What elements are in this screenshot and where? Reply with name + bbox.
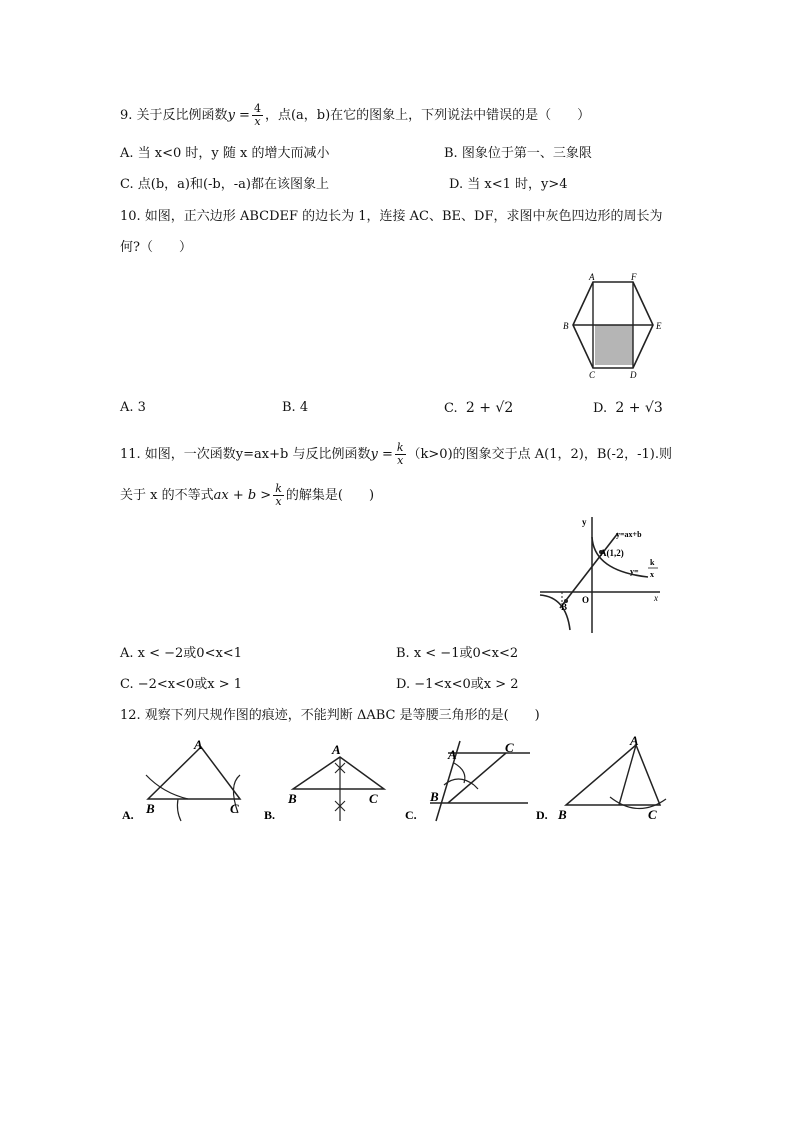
figure-b <box>264 742 384 822</box>
label-o: O <box>582 595 590 605</box>
label-line: y=ax+b <box>616 530 642 539</box>
fd-label-b: B <box>558 807 567 822</box>
q9-option-b: B. 图象位于第一、三象限 <box>444 146 592 161</box>
label-b: B <box>563 321 569 331</box>
triangle-d <box>566 745 660 805</box>
label-x: x <box>654 593 658 603</box>
q10-option-b: B. 4 <box>282 400 309 415</box>
q9-option-c: C. 点(b，a)和(-b，-a)都在该图象上 <box>120 177 329 192</box>
figure-c <box>405 740 530 822</box>
label-curve-k: k <box>650 558 655 567</box>
label-a12: A(1,2) <box>600 548 624 558</box>
label-y: y <box>582 517 587 527</box>
line-c-bc <box>448 753 506 803</box>
label-a: A <box>589 272 595 282</box>
q11-graph-figure <box>532 515 664 635</box>
q10-option-c: C. 2 + √2 <box>444 400 514 416</box>
arc-a3 <box>177 799 181 821</box>
q11-option-d: D. −1<x<0或x > 2 <box>396 677 519 692</box>
q10-hexagon-figure <box>556 272 670 380</box>
caption-b: B. <box>264 808 276 822</box>
label-e: E <box>656 321 662 331</box>
fc-label-a: A <box>448 747 457 762</box>
fa-label-a: A <box>194 737 203 752</box>
caption-c: C. <box>405 808 417 822</box>
q11-stem-line1: 11. 如图，一次函数y=ax+b 与反比例函数y = $\frac{k}{x}$ （k>0)的图象交于点 A(1，2)，B(-2，-1).则 <box>120 441 673 467</box>
label-f: F <box>631 272 637 282</box>
caption-a: A. <box>122 808 134 822</box>
q11-option-c: C. −2<x<0或x > 1 <box>120 677 243 692</box>
q9-option-a: A. 当 x<0 时，y 随 x 的增大而减小 <box>120 146 330 161</box>
caption-d: D. <box>536 808 548 822</box>
triangle-a <box>148 747 240 799</box>
label-curve-x: x <box>650 570 654 579</box>
fb-label-b: B <box>288 791 297 806</box>
fb-label-c: C <box>369 791 378 806</box>
q12-figures <box>118 735 678 827</box>
q11-ineq-fraction: $\frac{k}{x}$ <box>275 482 282 508</box>
figure-a <box>122 737 240 822</box>
q11-stem-line2: 关于 x 的不等式ax + b > $\frac{k}{x}$ 的解集是( ) <box>120 482 375 508</box>
fc-label-b: B <box>430 789 439 804</box>
q10-stem-line2: 何?（ ） <box>120 240 192 255</box>
mark-c <box>474 785 478 789</box>
q9-fraction: $\frac{4}{x}$ <box>253 102 261 128</box>
fa-label-c: C <box>230 801 239 816</box>
q10-option-a: A. 3 <box>120 400 146 415</box>
q11-option-b: B. x < −1或0<x<2 <box>396 646 519 661</box>
label-curve: y= <box>630 567 639 576</box>
fc-label-c: C <box>505 740 514 755</box>
q9-stem: 9. 关于反比例函数y = $\frac{4}{x}$ ，点(a，b)在它的图象上，下列说法中错误的是（ ） <box>120 102 591 128</box>
triangle-b <box>293 757 384 789</box>
gray-quadrilateral <box>595 325 633 365</box>
fb-label-a: A <box>332 742 341 757</box>
q10-option-d: D. 2 + √3 <box>593 400 663 416</box>
fa-label-b: B <box>146 801 155 816</box>
fd-label-a: A <box>630 735 639 748</box>
label-d: D <box>630 370 637 380</box>
q12-stem: 12. 观察下列尺规作图的痕迹，不能判断 ΔABC 是等腰三角形的是( ) <box>120 708 540 723</box>
label-b: B <box>561 602 568 612</box>
segment-d-inner <box>619 745 636 805</box>
label-c: C <box>589 370 596 380</box>
q10-stem-line1: 10. 如图，正六边形 ABCDEF 的边长为 1，连接 AC、BE、DF，求图中灰色四边形的周长为 <box>120 209 663 224</box>
q11-fraction: $\frac{k}{x}$ <box>396 441 404 467</box>
q9-option-d: D. 当 x<1 时，y>4 <box>449 177 568 192</box>
fd-label-c: C <box>648 807 657 822</box>
figure-d <box>536 735 666 822</box>
q11-option-a: A. x < −2或0<x<1 <box>120 646 242 661</box>
